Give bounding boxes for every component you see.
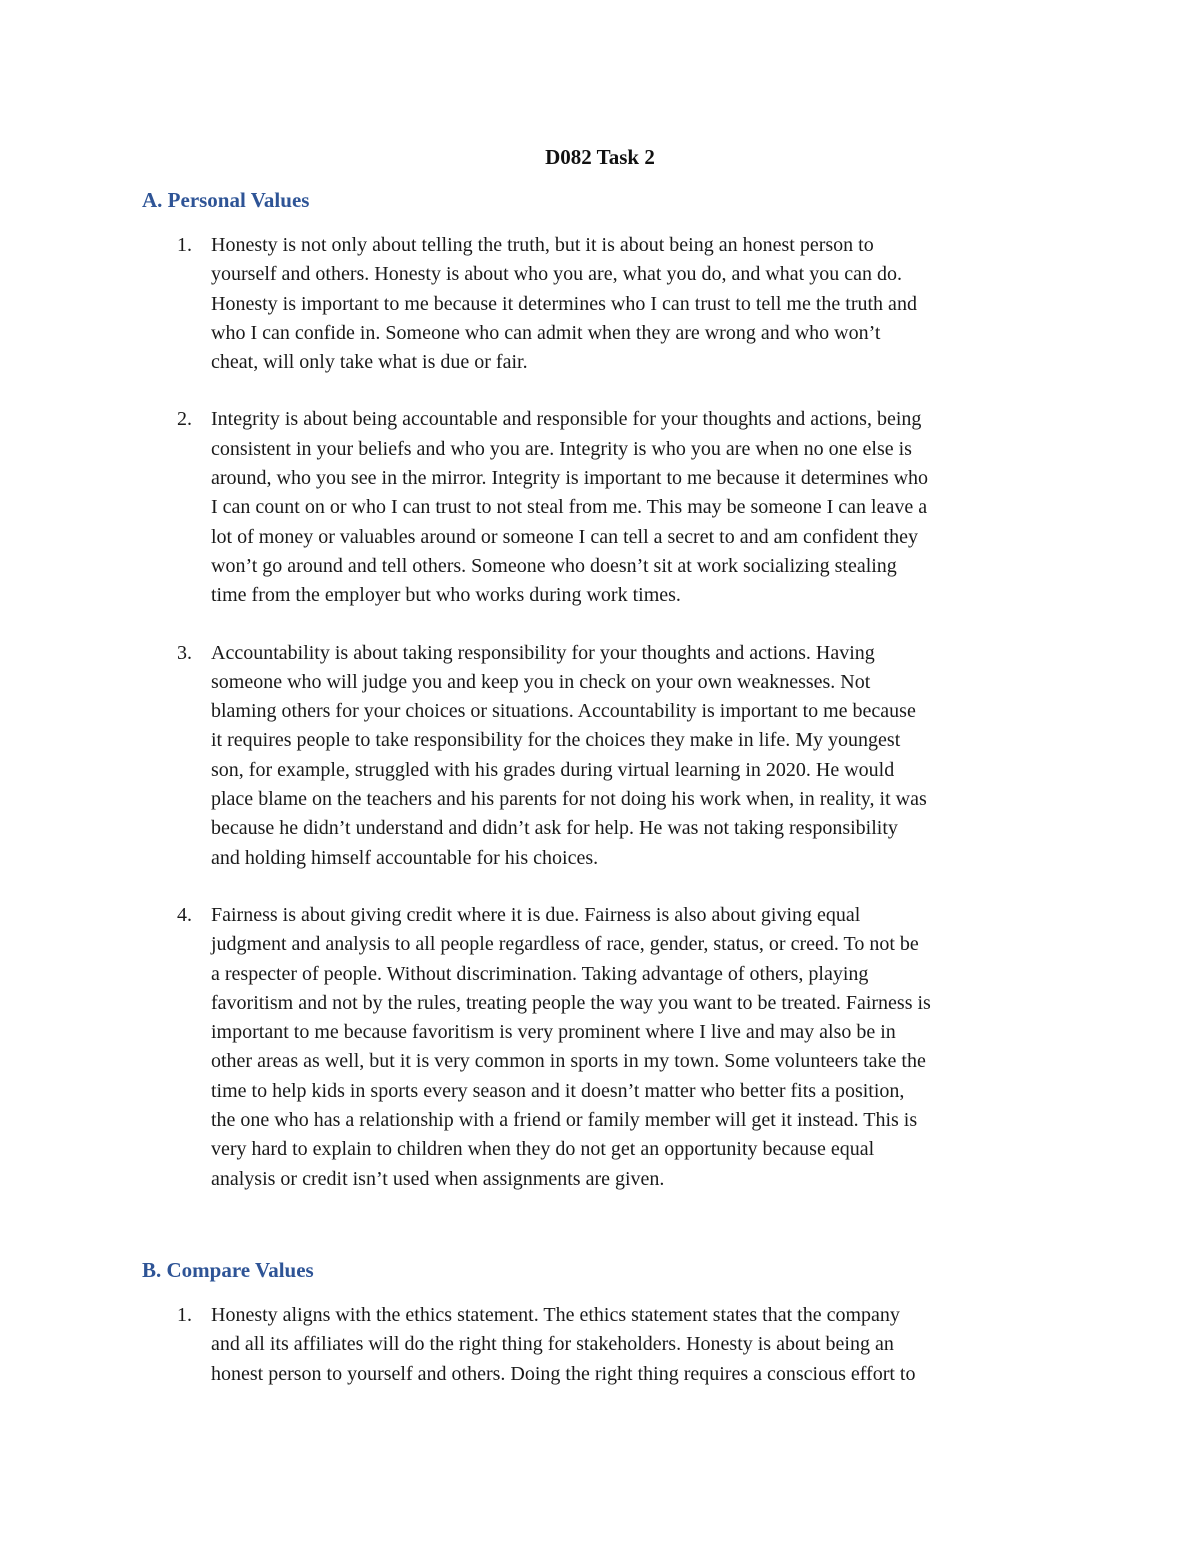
paragraph-line: important to me because favoritism is very prominent where I live and may also be in bbox=[211, 1021, 896, 1044]
paragraph-line: time to help kids in sports every season and it doesn’t matter who better fits a position, bbox=[211, 1079, 905, 1102]
paragraph-line: Integrity is about being accountable and responsible for your thoughts and actions, being bbox=[211, 408, 922, 431]
list-item bbox=[142, 901, 1072, 1194]
paragraph-line: very hard to explain to children when they do not get an opportunity because equal bbox=[211, 1138, 875, 1161]
list-item-number: 1. bbox=[177, 234, 192, 256]
paragraph-line: who I can confide in. Someone who can admit when they are wrong and who won’t bbox=[211, 321, 881, 344]
paragraph-line: Fairness is about giving credit where it is due. Fairness is also about giving equal bbox=[211, 903, 861, 926]
compare-values-list bbox=[142, 1301, 1072, 1417]
paragraph-line: and holding himself accountable for his choices. bbox=[211, 846, 599, 869]
personal-values-list bbox=[142, 231, 1072, 1222]
paragraph-line: consistent in your beliefs and who you are. Integrity is who you are when no one else is bbox=[211, 437, 912, 460]
paragraph-line: judgment and analysis to all people regardless of race, gender, status, or creed. To not be bbox=[211, 933, 919, 956]
paragraph-line: Honesty is important to me because it determines who I can trust to tell me the truth and bbox=[211, 292, 917, 315]
paragraph-line: honest person to yourself and others. Doing the right thing requires a conscious effort to bbox=[211, 1362, 916, 1385]
list-item bbox=[142, 405, 1072, 610]
paragraph-line: the one who has a relationship with a friend or family member will get it instead. This is bbox=[211, 1109, 918, 1132]
section-heading-personal-values: A. Personal Values bbox=[142, 188, 310, 212]
paragraph-line: and all its affiliates will do the right thing for stakeholders. Honesty is about being an bbox=[211, 1333, 894, 1356]
paragraph-line: I can count on or who I can trust to not steal from me. This may be someone I can leave a bbox=[211, 496, 928, 519]
paragraph-line: blaming others for your choices or situations. Accountability is important to me because bbox=[211, 700, 916, 723]
paragraph-line: favoritism and not by the rules, treating people the way you want to be treated. Fairness is bbox=[211, 991, 931, 1014]
paragraph-line: time from the employer but who works during work times. bbox=[211, 584, 681, 607]
paragraph-line: cheat, will only take what is due or fair. bbox=[211, 351, 528, 374]
paragraph-line: because he didn’t understand and didn’t ask for help. He was not taking responsibility bbox=[211, 817, 898, 840]
paragraph-line: Accountability is about taking responsibility for your thoughts and actions. Having bbox=[211, 641, 875, 664]
list-item-number: 1. bbox=[177, 1304, 192, 1326]
list-item-number: 4. bbox=[177, 903, 192, 926]
paragraph-line: son, for example, struggled with his grades during virtual learning in 2020. He would bbox=[211, 758, 895, 781]
list-item bbox=[142, 231, 1072, 377]
paragraph-line: other areas as well, but it is very common in sports in my town. Some volunteers take the bbox=[211, 1050, 926, 1073]
paragraph-line: analysis or credit isn’t used when assignments are given. bbox=[211, 1167, 665, 1190]
list-item-number: 2. bbox=[177, 408, 192, 431]
document-title: D082 Task 2 bbox=[545, 145, 655, 169]
paragraph-line: someone who will judge you and keep you in check on your own weaknesses. Not bbox=[211, 670, 871, 693]
paragraph-line: place blame on the teachers and his parents for not doing his work when, in reality, it was bbox=[211, 788, 927, 811]
paragraph-line: around, who you see in the mirror. Integrity is important to me because it determines who bbox=[211, 467, 929, 490]
paragraph-line: a respecter of people. Without discrimination. Taking advantage of others, playing bbox=[211, 962, 869, 985]
section-heading-compare-values: B. Compare Values bbox=[142, 1258, 314, 1282]
paragraph-line: won’t go around and tell others. Someone who doesn’t sit at work socializing stealing bbox=[211, 554, 897, 577]
paragraph-line: Honesty is not only about telling the truth, but it is about being an honest person to bbox=[211, 234, 874, 256]
list-item-number: 3. bbox=[177, 641, 192, 664]
paragraph-line: yourself and others. Honesty is about who you are, what you do, and what you can do. bbox=[211, 263, 902, 286]
paragraph-line: it requires people to take responsibility for the choices they make in life. My youngest bbox=[211, 729, 901, 752]
list-item bbox=[142, 639, 1072, 873]
list-item bbox=[142, 1301, 1072, 1389]
paragraph-line: Honesty aligns with the ethics statement. The ethics statement states that the company bbox=[211, 1304, 900, 1326]
paragraph-line: lot of money or valuables around or someone I can tell a secret to and am confident they bbox=[211, 525, 918, 548]
